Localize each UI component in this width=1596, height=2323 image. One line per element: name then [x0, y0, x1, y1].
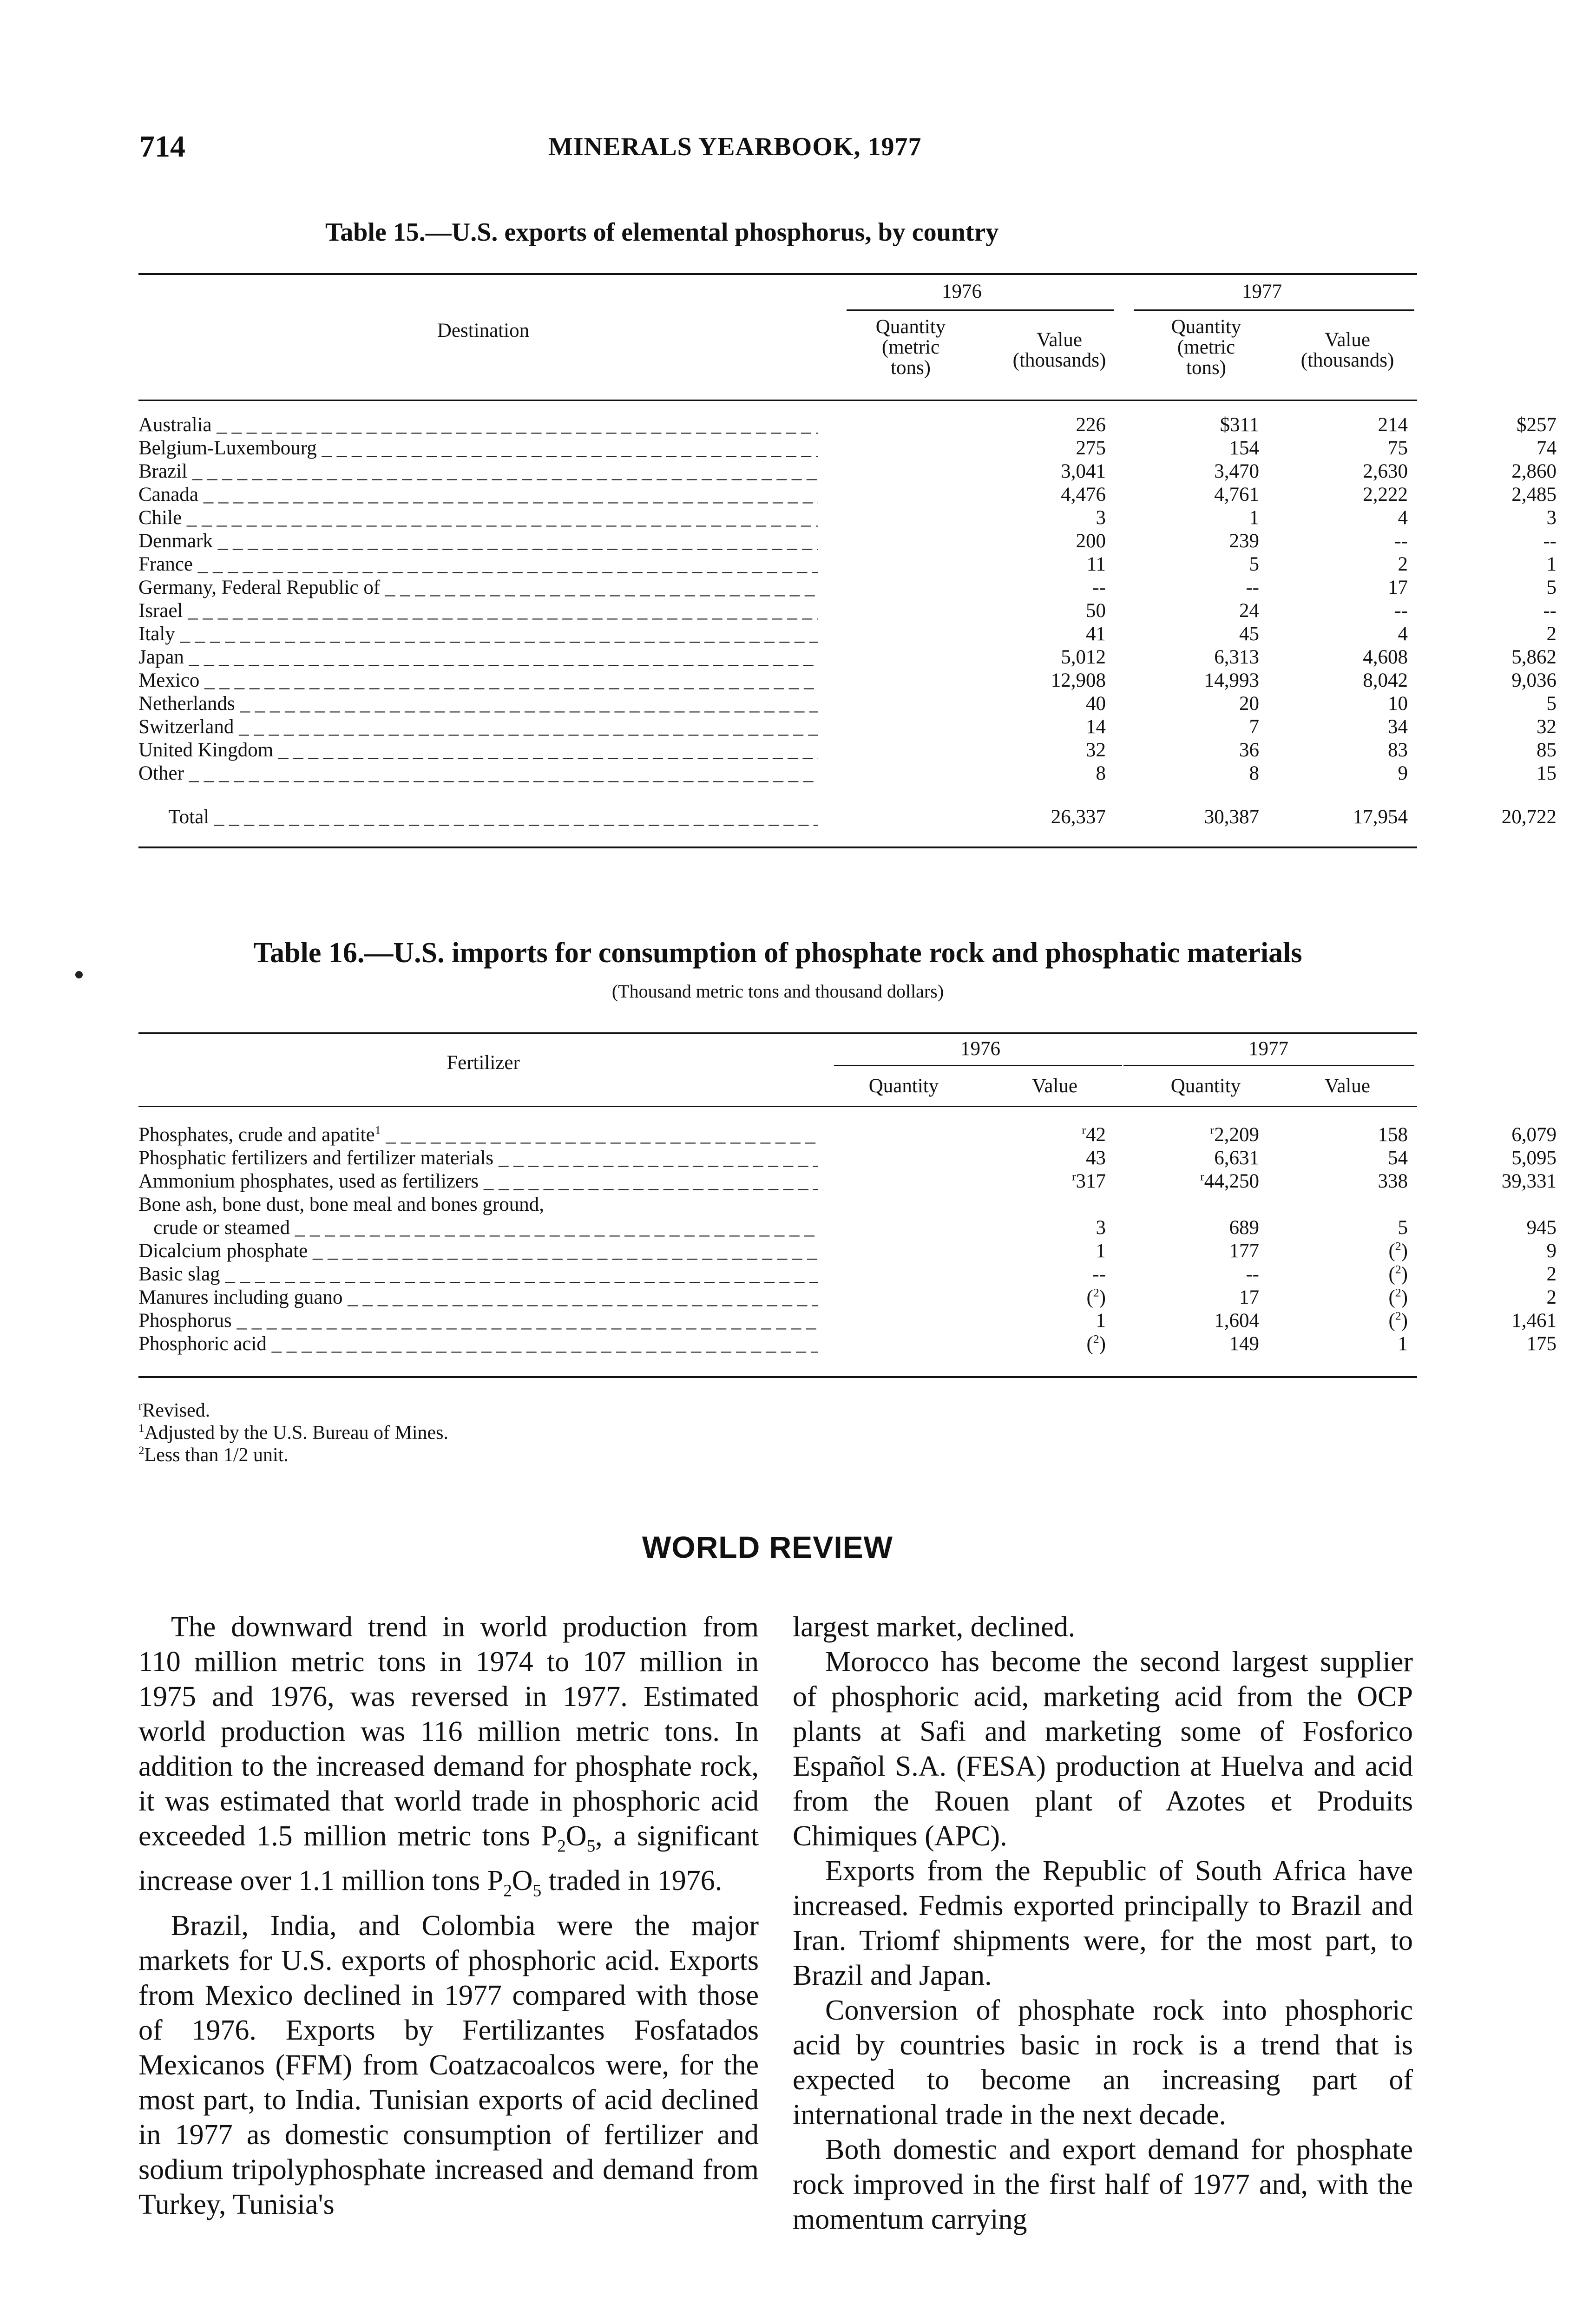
row-label-text: Basic slag: [138, 1263, 220, 1285]
table15: [138, 413, 1557, 829]
cell-v76: $^r$2,209: [1210, 1123, 1259, 1146]
row-label-text: Italy: [138, 623, 175, 645]
cell-q76: [818, 1193, 1106, 1216]
row-label: [138, 413, 818, 437]
cell-v76: 177: [1229, 1240, 1259, 1262]
row-label-text: Mexico: [138, 669, 200, 691]
cell-v76: 14,993: [1204, 669, 1259, 691]
table-row: [138, 553, 1557, 576]
cell-v76: --: [1246, 577, 1259, 598]
cell-q77: 2: [1398, 553, 1408, 575]
cell-v77: 85: [1537, 739, 1557, 761]
table-row: [138, 530, 1557, 553]
row-label-text: Chile: [138, 507, 182, 529]
table16-year1-rule: [834, 1065, 1122, 1066]
table16-col-quantity-1977: Quantity: [1170, 1075, 1241, 1097]
row-label: [138, 1216, 818, 1240]
row-label: [138, 576, 818, 599]
cell-q76: 4,476: [1061, 484, 1106, 505]
row-label: [138, 739, 818, 762]
cell-v77: 74: [1537, 437, 1557, 459]
table16-col-fertilizer: Fertilizer: [447, 1052, 520, 1074]
table-row: [138, 506, 1557, 530]
cell-v77: 3: [1546, 507, 1557, 529]
row-label-text: Denmark: [138, 530, 213, 552]
table15-year2: 1977: [1242, 281, 1282, 302]
row-label: [138, 646, 818, 669]
cell-v77: $257: [1517, 414, 1557, 436]
row-label-text: Germany, Federal Republic of: [138, 577, 381, 598]
cell-q76: 50: [1086, 600, 1106, 622]
table-row: [138, 692, 1557, 715]
row-label: [138, 1286, 818, 1309]
running-title: MINERALS YEARBOOK, 1977: [548, 132, 922, 161]
cell-q77: 54: [1388, 1147, 1408, 1169]
row-label: [138, 1332, 818, 1356]
cell-q77: 17,954: [1353, 806, 1408, 828]
table16-year1: 1976: [960, 1038, 1000, 1060]
row-label: [138, 437, 818, 460]
table-row: [138, 460, 1557, 483]
cell-q77: 158: [1378, 1124, 1408, 1146]
cell-q76: ($^2$): [1086, 1332, 1106, 1355]
cell-q77: 2,222: [1363, 484, 1408, 505]
table-row: [138, 623, 1557, 646]
cell-v76: 6,313: [1214, 646, 1259, 668]
table15-bottom-rule: [138, 847, 1417, 848]
cell-v76: 689: [1229, 1217, 1259, 1239]
cell-q77: 1: [1398, 1333, 1408, 1355]
table-row: [138, 599, 1557, 623]
cell-v76: 7: [1249, 716, 1259, 738]
row-label-text: Phosphorus: [138, 1310, 232, 1332]
table-row: [138, 762, 1557, 785]
table-row: [138, 576, 1557, 599]
cell-q76: 40: [1086, 693, 1106, 715]
row-label-text: Netherlands: [138, 693, 235, 715]
table15-col-quantity-1976: Quantity (metric tons): [875, 316, 946, 379]
row-label-text: Israel: [138, 600, 183, 622]
row-label-text: Phosphates, crude and apatite: [138, 1124, 375, 1146]
table16-footnotes: [138, 1399, 696, 1466]
paragraph: largest market, declined.: [793, 1611, 1076, 1643]
cell-v76: [1106, 1193, 1259, 1216]
row-label-text: Manures including guano: [138, 1286, 343, 1308]
cell-q76: --: [1092, 1263, 1106, 1285]
row-label-text: Japan: [138, 646, 184, 668]
footnote-revised: $^r$Revised.: [138, 1400, 210, 1421]
cell-q76: 26,337: [1051, 806, 1106, 828]
row-label: [138, 460, 818, 483]
cell-q77: 83: [1388, 739, 1408, 761]
cell-q76: 3,041: [1061, 460, 1106, 482]
table-row: [138, 1309, 1557, 1332]
cell-q76: 32: [1086, 739, 1106, 761]
cell-v77: 5: [1546, 693, 1557, 715]
cell-v76: 149: [1229, 1333, 1259, 1355]
cell-v76: 1,604: [1214, 1310, 1259, 1332]
table-row: [138, 413, 1557, 437]
cell-v76: 1: [1249, 507, 1259, 529]
cell-q77: 5: [1398, 1217, 1408, 1239]
paragraph: The downward trend in world production from 110 million metric tons in 1974 to 107 million in 1975 and 1976, was reversed in 1977. Estimated world production was 116 million metric tons. In addition to the increased demand for phosphate rock, it was estimated that world trade in phosphoric acid exceeded 1.5 million metric tons $P_2O_5$, a significant increase over 1.1 million tons $P_2O_5$ traded in 1976.: [138, 1611, 759, 1901]
cell-q76: 1: [1096, 1310, 1106, 1332]
page-number: 714: [139, 130, 185, 164]
cell-q76: 275: [1076, 437, 1106, 459]
table16-subtitle: (Thousand metric tons and thousand dollars): [611, 981, 944, 1002]
row-label: [138, 483, 818, 506]
cell-v77: 2: [1546, 623, 1557, 645]
cell-q76: 41: [1086, 623, 1106, 645]
cell-v77: 5: [1546, 577, 1557, 598]
cell-v76: 17: [1239, 1286, 1259, 1308]
cell-q77: 17: [1388, 577, 1408, 598]
cell-q77: 4: [1398, 507, 1408, 529]
table16-col-quantity-1976: Quantity: [868, 1075, 939, 1097]
cell-q76: 5,012: [1061, 646, 1106, 668]
cell-q77: ($^2$): [1388, 1262, 1408, 1285]
cell-q77: ($^2$): [1388, 1286, 1408, 1308]
world-review-right-column: [793, 1610, 1413, 2237]
table-row: [138, 437, 1557, 460]
cell-q77: 4,608: [1363, 646, 1408, 668]
cell-v77: 5,862: [1511, 646, 1557, 668]
row-label: [138, 762, 818, 785]
cell-v76: 239: [1229, 530, 1259, 552]
cell-q76: 14: [1086, 716, 1106, 738]
cell-v77: 2,860: [1511, 460, 1557, 482]
cell-v76: 8: [1249, 762, 1259, 784]
row-label-text: crude or steamed: [153, 1217, 290, 1239]
table-row: [138, 1240, 1557, 1263]
row-label-text: Brazil: [138, 460, 188, 482]
table15-year1-rule: [847, 309, 1114, 311]
table16-year2: 1977: [1248, 1038, 1288, 1060]
table16-bottom-rule: [138, 1376, 1417, 1378]
table-row: [138, 715, 1557, 739]
cell-q76: 1: [1096, 1240, 1106, 1262]
table16-year2-rule: [1123, 1065, 1414, 1066]
cell-v76: $311: [1220, 414, 1259, 436]
cell-v77: 2,485: [1511, 484, 1557, 505]
cell-v77: 945: [1526, 1217, 1557, 1239]
cell-v77: 39,331: [1501, 1170, 1557, 1192]
cell-v76: 45: [1239, 623, 1259, 645]
table-row: [138, 1123, 1557, 1147]
row-label: [138, 1263, 818, 1286]
table16-col-value-1976: Value: [1032, 1075, 1077, 1097]
row-label-text: Belgium-Luxembourg: [138, 437, 317, 459]
cell-q77: 2,630: [1363, 460, 1408, 482]
table15-year1: 1976: [942, 281, 982, 302]
row-label-text: Ammonium phosphates, used as fertilizers: [138, 1170, 479, 1192]
table16-top-rule: [138, 1032, 1417, 1034]
row-label-text: Switzerland: [138, 716, 234, 738]
table-row: [138, 1147, 1557, 1170]
cell-v76: 24: [1239, 600, 1259, 622]
row-label: [138, 1170, 818, 1193]
table16-title: Table 16.—U.S. imports for consumption of phosphate rock and phosphatic materials: [253, 937, 1302, 969]
cell-v77: 2: [1546, 1286, 1557, 1308]
table15-header-rule: [138, 400, 1417, 401]
cell-q76: 43: [1086, 1147, 1106, 1169]
cell-v77: 1: [1546, 553, 1557, 575]
row-label-text: Dicalcium phosphate: [138, 1240, 308, 1262]
world-review-left-column: [138, 1610, 759, 2222]
margin-dot: [75, 971, 83, 978]
row-label: [138, 669, 818, 692]
row-label: [138, 553, 818, 576]
footnote-2: $^2$Less than 1/2 unit.: [138, 1444, 289, 1466]
cell-q76: 8: [1096, 762, 1106, 784]
table-row: [138, 1286, 1557, 1309]
row-label: Phosphates, crude and apatite$^1$ _ _ _: [138, 1123, 818, 1147]
row-label-text: Canada: [138, 484, 198, 505]
row-label-text: Phosphatic fertilizers and fertilizer materials: [138, 1147, 494, 1169]
row-label-text: France: [138, 553, 193, 575]
cell-q76: --: [1092, 577, 1106, 598]
table15-col-value-1977: Value (thousands): [1300, 329, 1394, 371]
footnote-1: $^1$Adjusted by the U.S. Bureau of Mines.: [138, 1422, 449, 1444]
table-row: [138, 1263, 1557, 1286]
cell-q77: [1259, 1193, 1408, 1216]
paragraph: Conversion of phosphate rock into phosphoric acid by countries basic in rock is a trend that is expected to become an increasing part of international trade in the next decade.: [793, 1995, 1413, 2131]
spacer-row: [138, 785, 1557, 806]
cell-v77: 15: [1537, 762, 1557, 784]
cell-v77: [1408, 1193, 1557, 1216]
cell-v76: 20: [1239, 693, 1259, 715]
cell-v77: 2: [1546, 1263, 1557, 1285]
section-heading-world-review: WORLD REVIEW: [642, 1530, 893, 1564]
table-row: [138, 1216, 1557, 1240]
table16-col-value-1977: Value: [1325, 1075, 1370, 1097]
table-row: [138, 1332, 1557, 1356]
cell-v77: 20,722: [1501, 806, 1557, 828]
cell-q76: 11: [1086, 553, 1106, 575]
paragraph: Both domestic and export demand for phosphate rock improved in the first half of 1977 and, with the momentum carrying: [793, 2134, 1413, 2235]
table16-header-rule: [138, 1106, 1417, 1107]
cell-v76: --: [1246, 1263, 1259, 1285]
cell-v77: 9: [1546, 1240, 1557, 1262]
row-label: Total _ _ _: [138, 806, 818, 829]
cell-q76: 3: [1096, 1217, 1106, 1239]
paragraph: Brazil, India, and Colombia were the major markets for U.S. exports of phosphoric acid. Exports from Mexico declined in 1977 compared with those of 1976. Exports by Fertilizantes Fosfatados Mexicanos (FFM) from Coatzacoalcos were, for the most part, to India. Tunisian exports of acid declined in 1977 as domestic consumption of fertilizer and sodium tripolyphosphate increased and demand from Turkey, Tunisia's: [138, 1910, 759, 2220]
table-row: [138, 1193, 1557, 1216]
row-label: [138, 692, 818, 715]
row-label-text: United Kingdom: [138, 739, 274, 761]
cell-q76: 12,908: [1051, 669, 1106, 691]
cell-q77: 8,042: [1363, 669, 1408, 691]
cell-v76: 3,470: [1214, 460, 1259, 482]
row-label-text: Australia: [138, 414, 212, 436]
table-row: [138, 669, 1557, 692]
paragraph: Exports from the Republic of South Africa have increased. Fedmis exported principally to Brazil and Iran. Triomf shipments were, for the most part, to Brazil and Japan.: [793, 1855, 1413, 1991]
cell-v77: 32: [1537, 716, 1557, 738]
cell-v76: 6,631: [1214, 1147, 1259, 1169]
cell-v76: 36: [1239, 739, 1259, 761]
table-row: [138, 646, 1557, 669]
cell-v77: 6,079: [1511, 1124, 1557, 1146]
row-label: [138, 1193, 818, 1216]
table15-year2-rule: [1134, 309, 1414, 311]
table15-top-rule: [138, 273, 1417, 275]
row-label: [138, 1309, 818, 1332]
cell-v77: 5,095: [1511, 1147, 1557, 1169]
table-row: [138, 739, 1557, 762]
row-label-text: Bone ash, bone dust, bone meal and bones ground,: [138, 1194, 544, 1215]
row-label: [138, 530, 818, 553]
cell-q77: 75: [1388, 437, 1408, 459]
cell-v77: 9,036: [1511, 669, 1557, 691]
table16: [138, 1123, 1557, 1356]
cell-v76: 4,761: [1214, 484, 1259, 505]
cell-q76: 226: [1076, 414, 1106, 436]
cell-q76: $^r$317: [1071, 1169, 1106, 1192]
cell-q77: 9: [1398, 762, 1408, 784]
cell-v77: --: [1543, 530, 1557, 552]
table15-col-quantity-1977: Quantity (metric tons): [1171, 316, 1241, 379]
cell-q76: 3: [1096, 507, 1106, 529]
cell-q76: 200: [1076, 530, 1106, 552]
cell-v77: 175: [1526, 1333, 1557, 1355]
row-label: [138, 1240, 818, 1263]
cell-q77: --: [1394, 530, 1408, 552]
row-label-text: Phosphoric acid: [138, 1333, 267, 1355]
cell-q77: 34: [1388, 716, 1408, 738]
cell-v77: 1,461: [1511, 1310, 1557, 1332]
cell-q77: 214: [1378, 414, 1408, 436]
table-total-row: [138, 806, 1557, 829]
table-row: [138, 483, 1557, 506]
paragraph: Morocco has become the second largest supplier of phosphoric acid, marketing acid from the OCP plants at Safi and marketing some of Fosforico Español S.A. (FESA) production at Huelva and acid from the Rouen plant of Azotes et Produits Chimiques (APC).: [793, 1646, 1413, 1852]
row-label: [138, 506, 818, 530]
row-label: [138, 599, 818, 623]
cell-q77: --: [1394, 600, 1408, 622]
table15-title: Table 15.—U.S. exports of elemental phosphorus, by country: [325, 218, 999, 247]
row-label: [138, 623, 818, 646]
cell-q77: 4: [1398, 623, 1408, 645]
cell-v77: --: [1543, 600, 1557, 622]
cell-v76: 5: [1249, 553, 1259, 575]
row-label-text: Other: [138, 762, 184, 784]
cell-v76: $^r$44,250: [1200, 1169, 1259, 1192]
row-label: [138, 1147, 818, 1170]
cell-q77: 338: [1378, 1170, 1408, 1192]
cell-v76: 154: [1229, 437, 1259, 459]
row-label: [138, 715, 818, 739]
cell-q76: ($^2$): [1086, 1286, 1106, 1308]
cell-q77: ($^2$): [1388, 1309, 1408, 1332]
cell-q77: ($^2$): [1388, 1239, 1408, 1262]
cell-q76: $^r$42: [1082, 1123, 1106, 1146]
cell-q77: 10: [1388, 693, 1408, 715]
table15-col-destination: Destination: [437, 320, 530, 341]
table15-col-value-1976: Value (thousands): [1012, 329, 1106, 371]
cell-v76: 30,387: [1204, 806, 1259, 828]
table-row: [138, 1170, 1557, 1193]
